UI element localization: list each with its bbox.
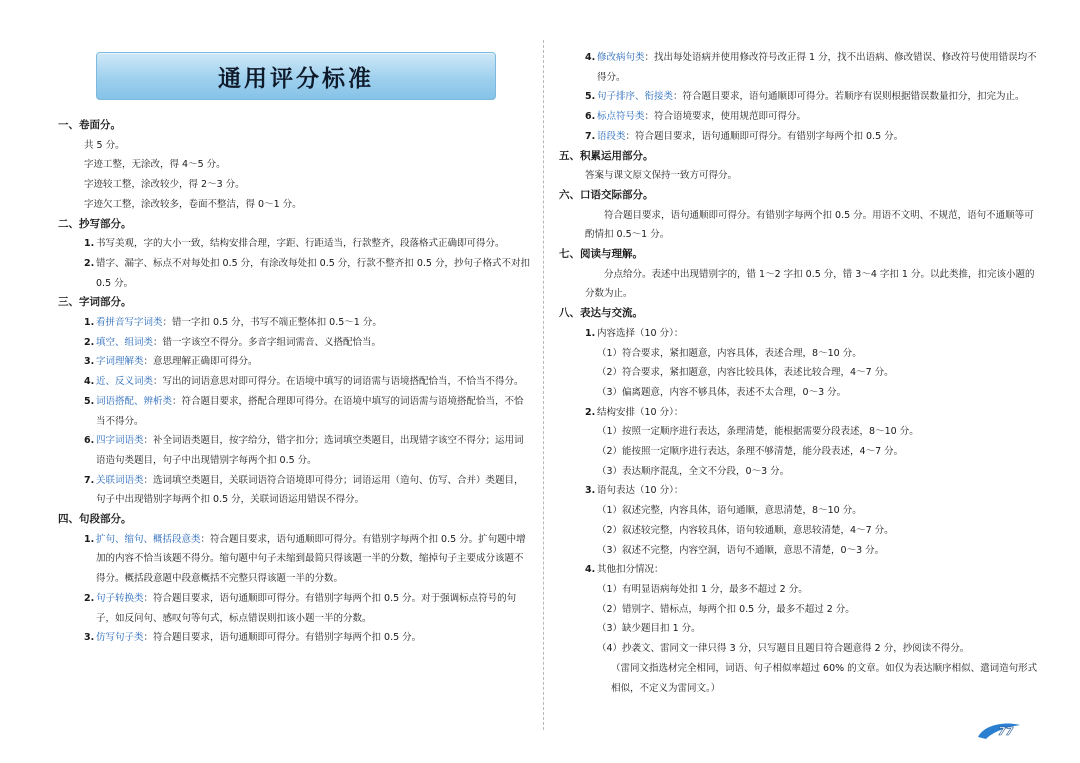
item-number: 5. <box>585 91 596 103</box>
list-item <box>58 530 531 589</box>
list-item <box>58 333 531 353</box>
item-text: 结构安排（10 分）： <box>597 406 684 418</box>
item-text: ：符合题目要求，语句通顺即可得分。若顺序有误则根据错误数量扣分，扣完为止。 <box>673 91 1025 103</box>
item-number: 2. <box>84 257 95 269</box>
item-text: ：错一字该空不得分。多音字组词需音、义搭配恰当。 <box>153 336 382 348</box>
criteria-line: （1）叙述完整，内容具体，语句通顺，意思清楚，8～10 分。 <box>597 505 862 517</box>
page-title: 通用评分标准 <box>218 65 374 92</box>
criteria-line: （3）表达顺序混乱，全文不分段，0～3 分。 <box>597 465 790 477</box>
list-item <box>58 431 531 470</box>
item-number: 4. <box>585 52 596 63</box>
item-text: ：符合题目要求，语句通顺即可得分。有错别字每两个扣 0.5 分。扩句题中增加的内容不恰当该题不得分。缩句题中句子未缩到最简只得该题一半的分数，缩掉句子主要成分该题不得分。概括段意题中段意概括不完整只得该题一半的分数。 <box>96 533 526 585</box>
item-keyword: 填空、组词类 <box>96 336 154 348</box>
list-item <box>559 403 1040 423</box>
item-text: ：符合题目要求，搭配合理即可得分。在语境中填写的词语需与语境搭配恰当，不恰当不得分。 <box>96 395 524 427</box>
criteria-line: （2）符合要求，紧扣题意，内容比较具体，表述比较合理，4～7 分。 <box>597 367 894 379</box>
list-item <box>559 324 1040 344</box>
item-text: ：补全词语类题目，按字给分，错字扣分；选词填空类题目，出现错字该空不得分；运用词语造句类题目，句子中出现错别字每两个扣 0.5 分。 <box>96 435 524 466</box>
item-text: ：选词填空类题目，关联词语符合语境即可得分；词语运用（造句、仿写、合并）类题目，句子中出现错别字每两个扣 0.5 分，关联词语运用错误不得分。 <box>96 474 524 506</box>
list-item <box>559 87 1040 107</box>
item-text: ：意思理解正确即可得分。 <box>143 356 258 368</box>
text-line: 答案与课文原文保持一致方可得分。 <box>585 170 738 182</box>
item-number: 2. <box>585 406 596 418</box>
item-number: 6. <box>84 435 95 447</box>
item-text: ：符合题目要求，语句通顺即可得分。有错别字每两个扣 0.5 分。 <box>625 130 904 142</box>
criteria-line: （3）偏离题意，内容不够具体，表述不太合理，0～3 分。 <box>597 386 847 398</box>
item-number: 2. <box>84 336 95 348</box>
list-item <box>58 589 531 628</box>
item-text: ：错一字扣 0.5 分，书写不端正整体扣 0.5～1 分。 <box>162 317 382 329</box>
text-line: 字迹工整，无涂改，得 4～5 分。 <box>84 159 226 171</box>
text-line: 字迹欠工整，涂改较多，卷面不整洁，得 0～1 分。 <box>84 198 302 210</box>
right-page <box>543 0 1080 763</box>
item-text: 内容选择（10 分）： <box>597 327 684 339</box>
section-heading: 八、表达与交流。 <box>559 307 643 320</box>
section-heading: 五、积累运用部分。 <box>559 149 654 162</box>
item-number: 7. <box>585 130 596 142</box>
item-number: 3. <box>585 485 596 497</box>
list-item <box>58 372 531 392</box>
list-item <box>58 313 531 333</box>
item-number: 4. <box>585 564 596 576</box>
item-text: 语句表达（10 分）： <box>597 485 684 497</box>
item-keyword: 字词理解类 <box>96 356 144 368</box>
item-number: 2. <box>84 592 95 604</box>
criteria-line: （2）能按照一定顺序进行表达，条理不够清楚，能分段表述，4～7 分。 <box>597 446 904 458</box>
text-paragraph: 符合题目要求，语句通顺即可得分。有错别字每两个扣 0.5 分。用语不文明、不规范，语句不通顺等可酌情扣 0.5～1 分。 <box>585 209 1034 241</box>
item-text: ：符合题目要求，语句通顺即可得分。有错别字每两个扣 0.5 分。 <box>143 632 422 644</box>
item-keyword: 扩句、缩句、概括段意类 <box>96 533 201 545</box>
section-heading: 四、句段部分。 <box>58 513 132 526</box>
item-text: ：写出的词语意思对即可得分。在语境中填写的词语需与语境搭配恰当，不恰当不得分。 <box>153 376 524 388</box>
item-number: 1. <box>84 317 95 329</box>
criteria-line: （1）符合要求，紧扣题意，内容具体，表述合理，8～10 分。 <box>597 347 862 359</box>
page-number-badge <box>974 719 1024 743</box>
item-text: ：符合题目要求，语句通顺即可得分。有错别字每两个扣 0.5 分。对于强调标点符号的句子，如反问句、感叹句等句式，标点错误则扣该小题一半的分数。 <box>96 592 517 624</box>
criteria-line: （3）缺少题目扣 1 分。 <box>597 623 701 635</box>
item-number: 4. <box>84 376 95 388</box>
item-keyword: 句子转换类 <box>96 592 144 604</box>
list-item <box>559 560 1040 580</box>
criteria-line: （2）叙述较完整，内容较具体，语句较通顺，意思较清楚，4～7 分。 <box>597 524 894 536</box>
text-line: 共 5 分。 <box>84 139 125 151</box>
page-number: 77 <box>998 725 1014 738</box>
text-line: 字迹较工整，涂改较少，得 2～3 分。 <box>84 179 245 191</box>
list-item <box>559 481 1040 501</box>
criteria-line: （3）叙述不完整，内容空洞，语句不通顺，意思不清楚，0～3 分。 <box>597 544 885 556</box>
item-keyword: 词语搭配、辨析类 <box>96 395 173 407</box>
criteria-line: （2）错别字、错标点，每两个扣 0.5 分，最多不超过 2 分。 <box>597 603 855 615</box>
item-text: 错字、漏字、标点不对每处扣 0.5 分，有涂改每处扣 0.5 分，行款不整齐扣 0.5 分，抄句子格式不对扣 0.5 分。 <box>96 257 530 289</box>
list-item <box>58 352 531 372</box>
item-keyword: 语段类 <box>597 130 626 142</box>
list-item <box>58 234 531 254</box>
title-banner <box>96 52 496 100</box>
item-keyword: 近、反义词类 <box>96 376 154 388</box>
item-number: 3. <box>84 632 95 644</box>
item-keyword: 修改病句类 <box>597 52 645 63</box>
item-number: 7. <box>84 474 95 486</box>
item-text: ：符合语境要求，使用规范即可得分。 <box>644 111 807 123</box>
section-heading: 一、卷面分。 <box>58 119 121 131</box>
item-keyword: 标点符号类 <box>597 111 645 123</box>
list-item <box>58 392 531 431</box>
item-text: 其他扣分情况： <box>597 564 664 576</box>
item-keyword: 四字词语类 <box>96 435 144 447</box>
list-item <box>58 254 531 293</box>
list-item <box>559 127 1040 147</box>
section-heading: 六、口语交际部分。 <box>559 188 654 201</box>
item-number: 1. <box>84 238 95 250</box>
list-item <box>58 471 531 510</box>
list-item <box>58 628 531 648</box>
item-keyword: 关联词语类 <box>96 474 144 486</box>
item-number: 1. <box>585 327 596 339</box>
item-text: ：找出每处语病并使用修改符号改正得 1 分，找不出语病、修改错误、修改符号使用错误均不得分。 <box>597 52 1037 83</box>
item-text: 书写美观，字的大小一致，结构安排合理，字距、行距适当，行款整齐，段落格式正确即可得分。 <box>96 238 505 250</box>
list-item <box>559 48 1040 87</box>
section-heading: 二、抄写部分。 <box>58 217 132 230</box>
text-paragraph: 分点给分。表述中出现错别字的，错 1～2 字扣 0.5 分，错 3～4 字扣 1 分。以此类推，扣完该小题的分数为止。 <box>585 268 1035 300</box>
item-number: 6. <box>585 111 596 123</box>
criteria-line: （1）按照一定顺序进行表达，条理清楚，能根据需要分段表述，8～10 分。 <box>597 426 919 438</box>
item-number: 3. <box>84 356 95 368</box>
item-number: 1. <box>84 533 95 545</box>
item-keyword: 句子排序、衔接类 <box>597 91 674 103</box>
criteria-line: （1）有明显语病每处扣 1 分，最多不超过 2 分。 <box>597 583 808 595</box>
list-item <box>559 107 1040 127</box>
criteria-line: （4）抄袭文、雷同文一律只得 3 分，只写题目且题目符合题意得 2 分，抄阅读不得分。 <box>597 643 970 655</box>
item-keyword: 仿写句子类 <box>96 632 144 644</box>
item-number: 5. <box>84 395 95 407</box>
section-heading: 七、阅读与理解。 <box>559 248 643 261</box>
note-paragraph: （雷同文指选材完全相同，词语、句子相似率超过 60% 的文章。如仅为表达顺序相似、遣词造句形式相似，不定义为雷同文。） <box>611 662 1038 694</box>
section-heading: 三、字词部分。 <box>58 296 132 309</box>
item-keyword: 看拼音写字词类 <box>96 317 163 329</box>
